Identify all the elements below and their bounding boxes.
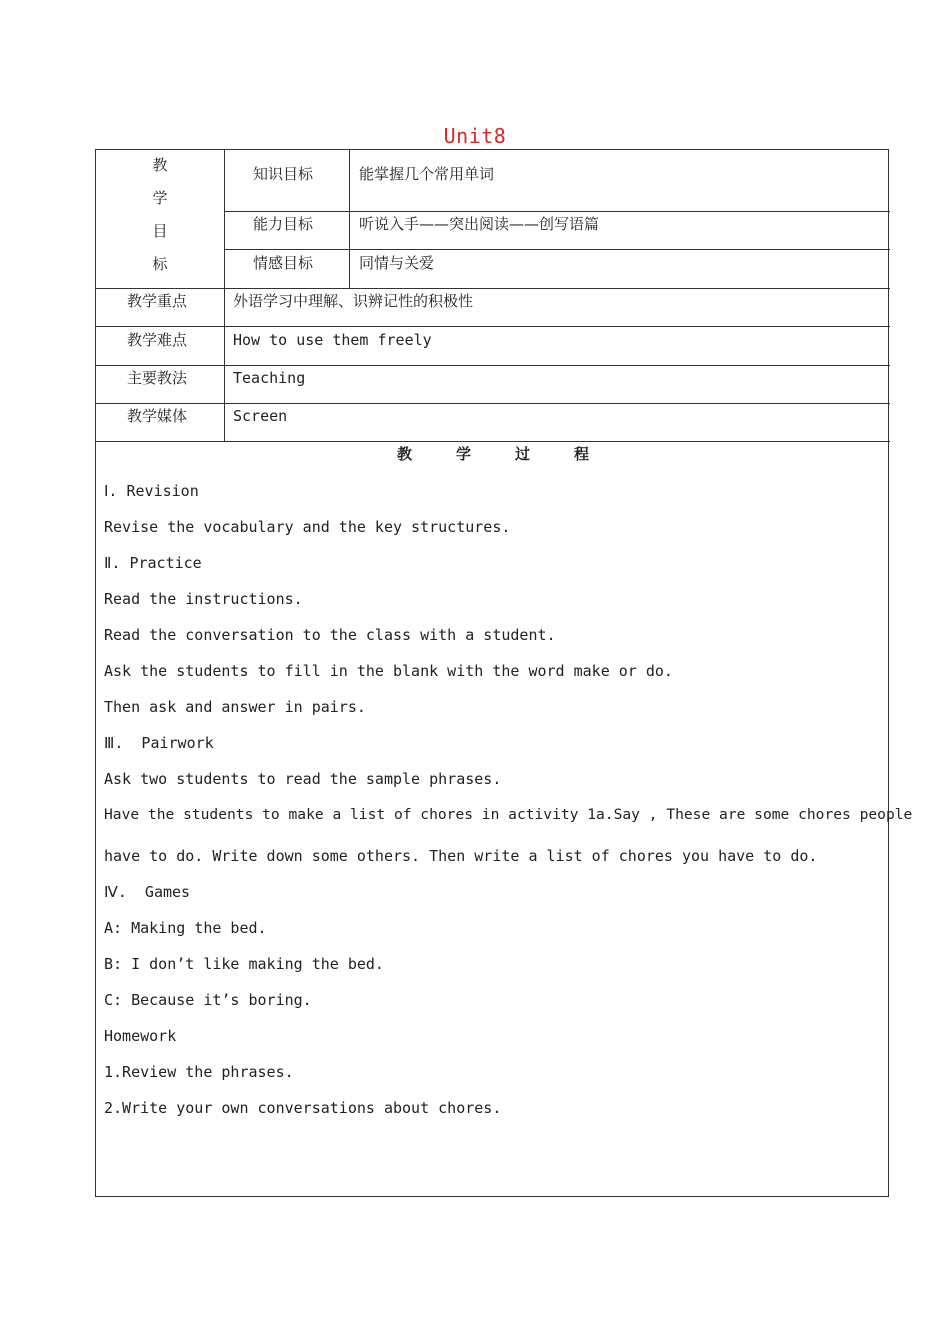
row-divider: [96, 326, 890, 327]
process-heading-char: 程: [574, 445, 590, 463]
row-divider: [224, 249, 890, 250]
dialogue-line: A: Making the bed.: [104, 919, 267, 937]
teaching-goals-header: [96, 150, 224, 288]
section-heading-games: Ⅳ. Games: [104, 883, 191, 901]
media-value: Screen: [233, 407, 288, 425]
row-divider: [96, 365, 890, 366]
difficulty-value: How to use them freely: [233, 331, 432, 349]
knowledge-goal-value: 能掌握几个常用单词: [359, 165, 495, 183]
teaching-process-heading: [96, 444, 890, 464]
row-divider: [96, 288, 890, 289]
method-value: Teaching: [233, 369, 306, 387]
process-line: Ask the students to fill in the blank with the word make or do.: [104, 662, 673, 680]
document-title: Unit8: [443, 124, 507, 148]
row-divider: [224, 211, 890, 212]
goals-header-char: 标: [152, 255, 168, 273]
key-point-label: 教学重点: [127, 292, 188, 310]
method-label: 主要教法: [127, 369, 188, 387]
section-heading-homework: Homework: [104, 1027, 177, 1045]
row-divider: [96, 403, 890, 404]
knowledge-goal-label: 知识目标: [253, 165, 314, 183]
ability-goal-label: 能力目标: [253, 215, 314, 233]
process-line: Ask two students to read the sample phrases.: [104, 770, 502, 788]
goals-header-char: 目: [152, 222, 168, 240]
homework-item: 1.Review the phrases.: [104, 1063, 294, 1081]
process-line: have to do. Write down some others. Then write a list of chores you have to do.: [104, 847, 818, 865]
row-divider: [96, 441, 890, 442]
emotion-goal-value: 同情与关爱: [359, 254, 435, 272]
dialogue-line: B: I don’t like making the bed.: [104, 955, 384, 973]
process-line: Read the conversation to the class with a student.: [104, 626, 556, 644]
emotion-goal-label: 情感目标: [253, 254, 314, 272]
column-divider: [349, 150, 350, 288]
process-line: Revise the vocabulary and the key structures.: [104, 518, 511, 536]
process-line: Have the students to make a list of chores in activity 1a.Say , These are some chores people: [104, 806, 913, 823]
process-heading-char: 过: [515, 445, 531, 463]
lesson-plan-table: [95, 149, 913, 1197]
media-label: 教学媒体: [127, 407, 188, 425]
section-heading-revision: Ⅰ. Revision: [104, 482, 199, 500]
process-heading-char: 学: [455, 445, 471, 463]
process-heading-char: 教: [396, 445, 412, 463]
section-heading-pairwork: Ⅲ. Pairwork: [104, 734, 214, 752]
difficulty-label: 教学难点: [127, 331, 188, 349]
goals-header-char: 学: [152, 189, 168, 207]
homework-item: 2.Write your own conversations about chores.: [104, 1099, 502, 1117]
ability-goal-value: 听说入手——突出阅读——创写语篇: [359, 215, 600, 233]
dialogue-line: C: Because it’s boring.: [104, 991, 312, 1009]
process-line: Then ask and answer in pairs.: [104, 698, 366, 716]
goals-header-char: 教: [152, 156, 168, 174]
section-heading-practice: Ⅱ. Practice: [104, 554, 202, 572]
column-divider: [224, 150, 225, 441]
process-line: Read the instructions.: [104, 590, 303, 608]
key-point-value: 外语学习中理解、识辨记性的积极性: [233, 292, 474, 310]
